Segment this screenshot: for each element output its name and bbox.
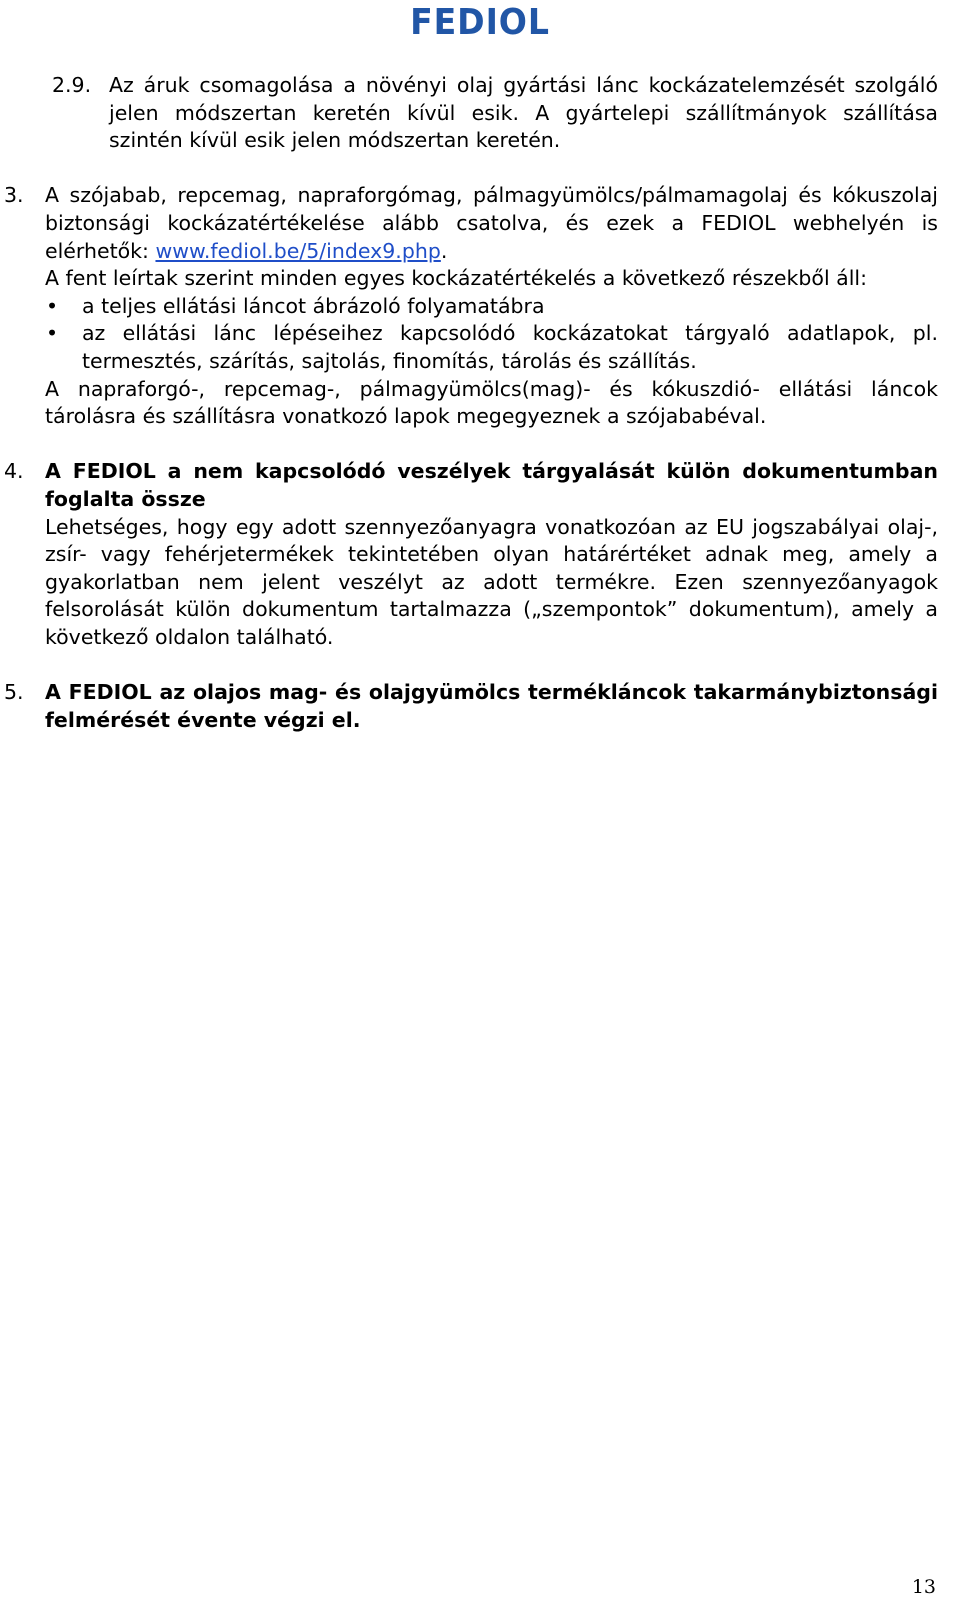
section-text: A szójabab, repcemag, napraforgómag, pálmagyümölcs/pálmamagolaj és kókuszolaj biztonsági kockázatértékelése alább csatolva, és ezek a FEDIOL webhelyén is elérhetők: [45, 183, 938, 263]
section-3-closing [0, 376, 960, 431]
fediol-website-link[interactable]: www.fediol.be/5/index9.php [155, 238, 441, 263]
section-2-9 [0, 72, 960, 155]
list-item-text: az ellátási lánc lépéseihez kapcsolódó kockázatokat tárgyaló adatlapok, pl. termesztés, szárítás, sajtolás, finomítás, tárolás és szállítás. [82, 321, 938, 373]
section-number: 4. [4, 459, 24, 484]
section-number: 5. [4, 680, 24, 705]
section-text: Lehetséges, hogy egy adott szennyezőanyagra vonatkozóan az EU jogszabályai olaj-, zsír- vagy fehérjetermékek tekintetében olyan határértéket adnak meg, amely a gyakorlatban nem jelent veszélyt az adott termékre. Ezen szennyezőanyagok felsorolását külön dokumentum tartalmazza („szempontok” dokumentum), amely a következő oldalon található. [45, 514, 938, 649]
section-3 [0, 182, 960, 265]
parts-intro-text [4, 265, 938, 293]
parts-intro: A fent leírtak szerint minden egyes kockázatértékelés a következő részekből áll: [45, 266, 868, 291]
spacer [0, 651, 960, 679]
spacer [0, 155, 960, 183]
link-suffix: . [440, 238, 448, 263]
spacer [0, 431, 960, 459]
closing-text: A napraforgó-, repcemag-, pálmagyümölcs(mag)- és kókuszdió- ellátási láncok tárolásra és szállításra vonatkozó lapok megegyeznek a szójababéval. [45, 376, 938, 429]
bullet-icon: • [46, 293, 59, 318]
section-heading: A FEDIOL az olajos mag- és olajgyümölcs termékláncok takarmánybiztonsági felmérését évente végzi el. [45, 680, 938, 732]
list-item-text: a teljes ellátási láncot ábrázoló folyamatábra [82, 293, 545, 318]
document-body [0, 72, 960, 734]
section-4 [0, 458, 960, 651]
section-number: 3. [4, 183, 24, 208]
list-item [0, 320, 960, 375]
fediol-logo: FEDIOL [410, 2, 550, 43]
list-item [0, 293, 960, 321]
section-3-parts-intro [0, 265, 960, 293]
section-number: 2.9. [52, 73, 92, 97]
section-heading: A FEDIOL a nem kapcsolódó veszélyek tárgyalását külön dokumentumban foglalta össze [45, 459, 938, 511]
page-number: 13 [911, 1576, 936, 1598]
section-text: Az áruk csomagolása a növényi olaj gyártási lánc kockázatelemzését szolgáló jelen módszertan keretén kívül esik. A gyártelepi szállítmányok szállítása szintén kívül esik jelen módszertan keretén. [109, 73, 938, 153]
bullet-icon: • [46, 321, 59, 346]
section-5 [0, 679, 960, 734]
